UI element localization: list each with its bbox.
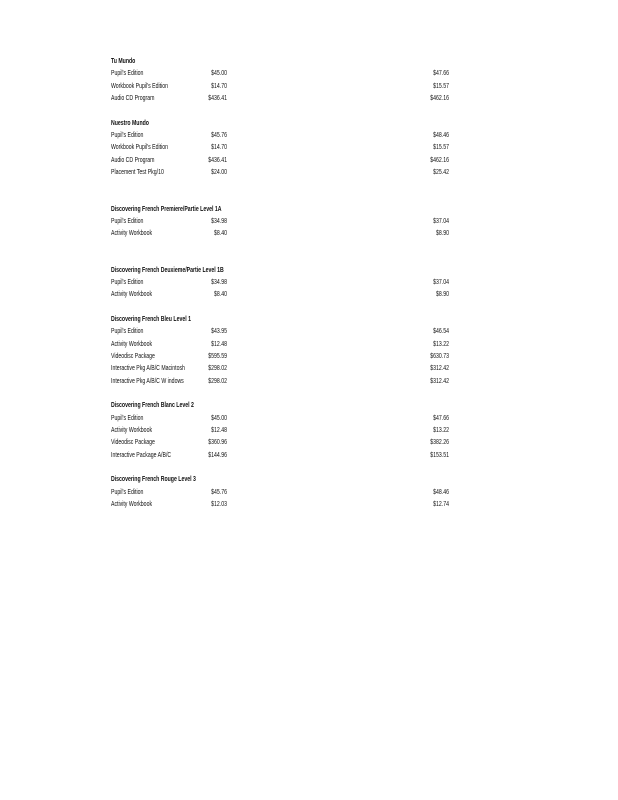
list-item	[111, 92, 449, 104]
list-item	[111, 449, 449, 461]
price-column-2: $13.22	[433, 424, 449, 434]
heading-text: Discovering French Deuxieme/Partie Level 1B	[111, 264, 224, 274]
price-column-2: $37.04	[433, 277, 449, 287]
section-discovering-french-rouge	[111, 473, 561, 510]
price-column-2: $8.90	[436, 228, 449, 238]
list-item	[111, 338, 449, 350]
price-column-2: $48.46	[433, 486, 449, 496]
item-description: Placement Test Pkg/10	[111, 167, 164, 177]
list-item	[111, 154, 449, 166]
price-column-1: $45.00	[211, 412, 228, 422]
section-discovering-french-blanc	[111, 399, 561, 461]
list-item	[111, 67, 449, 79]
item-description: Activity Workbook	[111, 228, 153, 238]
item-description: Activity Workbook	[111, 338, 153, 348]
price-column-1: $45.76	[211, 129, 228, 139]
section-heading	[111, 203, 435, 215]
price-column-1: $360.96	[208, 437, 228, 447]
heading-text: Discovering French Bleu Level 1	[111, 313, 191, 323]
list-item	[111, 141, 449, 153]
price-column-2: $12.74	[433, 498, 449, 508]
price-column-1: $12.03	[211, 498, 228, 508]
price-list	[111, 55, 561, 510]
heading-text: Discovering French Rouge Level 3	[111, 474, 196, 484]
price-column-1: $34.98	[211, 215, 228, 225]
list-item	[111, 227, 449, 239]
item-description: Pupil's Edition	[111, 277, 144, 287]
price-column-1: $34.98	[211, 277, 228, 287]
item-description: Pupil's Edition	[111, 412, 144, 422]
price-column-2: $382.26	[430, 437, 449, 447]
list-item	[111, 80, 449, 92]
price-column-1: $12.48	[211, 424, 228, 434]
item-description: Workbook Pupil's Edition	[111, 142, 168, 152]
heading-text: Discovering French Premiere/Partie Level 1A	[111, 203, 222, 213]
price-column-1: $298.02	[208, 363, 228, 373]
item-description: Audio CD Program	[111, 93, 155, 103]
price-column-2: $462.16	[430, 93, 449, 103]
price-column-1: $8.40	[214, 228, 228, 238]
price-column-1: $45.00	[211, 68, 228, 78]
item-description: Pupil's Edition	[111, 486, 144, 496]
item-description: Activity Workbook	[111, 289, 153, 299]
list-item	[111, 276, 449, 288]
item-description: Videodisc Package	[111, 351, 155, 361]
item-description: Videodisc Package	[111, 437, 155, 447]
item-description: Pupil's Edition	[111, 129, 144, 139]
list-item	[111, 350, 449, 362]
price-column-1: $144.96	[208, 449, 228, 459]
section-heading	[111, 117, 435, 129]
section-discovering-french-1b	[111, 264, 561, 301]
list-item	[111, 215, 449, 227]
item-description: Pupil's Edition	[111, 215, 144, 225]
list-item	[111, 166, 449, 178]
price-column-2: $8.90	[436, 289, 449, 299]
price-column-1: $24.00	[211, 167, 228, 177]
price-column-1: $12.48	[211, 338, 228, 348]
item-description: Workbook Pupil's Edition	[111, 80, 168, 90]
list-item	[111, 486, 449, 498]
section-discovering-french-bleu	[111, 313, 561, 387]
section-heading	[111, 55, 435, 67]
price-column-2: $630.73	[430, 351, 449, 361]
price-column-1: $14.70	[211, 80, 228, 90]
list-item	[111, 412, 449, 424]
section-discovering-french-1a	[111, 203, 561, 240]
price-column-1: $298.02	[208, 375, 228, 385]
section-heading	[111, 264, 435, 276]
list-item	[111, 436, 449, 448]
list-item	[111, 362, 449, 374]
price-column-1: $43.95	[211, 326, 228, 336]
section-heading	[111, 313, 435, 325]
list-item	[111, 498, 449, 510]
price-column-2: $48.46	[433, 129, 449, 139]
price-column-2: $47.66	[433, 412, 449, 422]
section-heading	[111, 473, 435, 485]
price-column-2: $153.51	[430, 449, 449, 459]
list-item	[111, 288, 449, 300]
item-description: Pupil's Edition	[111, 68, 144, 78]
heading-text: Nuestro Mundo	[111, 117, 149, 127]
price-column-2: $46.54	[433, 326, 449, 336]
price-column-2: $13.22	[433, 338, 449, 348]
price-column-2: $15.57	[433, 142, 449, 152]
price-column-2: $37.04	[433, 215, 449, 225]
section-heading	[111, 399, 435, 411]
list-item	[111, 129, 449, 141]
item-description: Interactive Pkg A/B/C Macintosh	[111, 363, 185, 373]
item-description: Interactive Package A/B/C	[111, 449, 172, 459]
list-item	[111, 325, 449, 337]
price-column-2: $462.16	[430, 154, 449, 164]
item-description: Audio CD Program	[111, 154, 155, 164]
heading-text: Discovering French Blanc Level 2	[111, 400, 194, 410]
list-item	[111, 375, 449, 387]
price-column-1: $45.76	[211, 486, 228, 496]
item-description: Activity Workbook	[111, 424, 153, 434]
heading-text: Tu Mundo	[111, 56, 136, 65]
price-column-2: $47.66	[433, 68, 449, 78]
price-column-2: $25.42	[433, 167, 449, 177]
section-tu-mundo	[111, 55, 561, 105]
item-description: Activity Workbook	[111, 498, 153, 508]
item-description: Pupil's Edition	[111, 326, 144, 336]
list-item	[111, 424, 449, 436]
price-column-2: $312.42	[430, 375, 449, 385]
price-column-2: $15.57	[433, 80, 449, 90]
price-column-2: $312.42	[430, 363, 449, 373]
item-description: Interactive Pkg A/B/C W indows	[111, 375, 184, 385]
price-column-1: $14.70	[211, 142, 228, 152]
price-column-1: $436.41	[208, 93, 228, 103]
price-column-1: $8.40	[214, 289, 228, 299]
section-nuestro-mundo	[111, 117, 561, 179]
price-column-1: $436.41	[208, 154, 228, 164]
price-column-1: $595.59	[208, 351, 228, 361]
